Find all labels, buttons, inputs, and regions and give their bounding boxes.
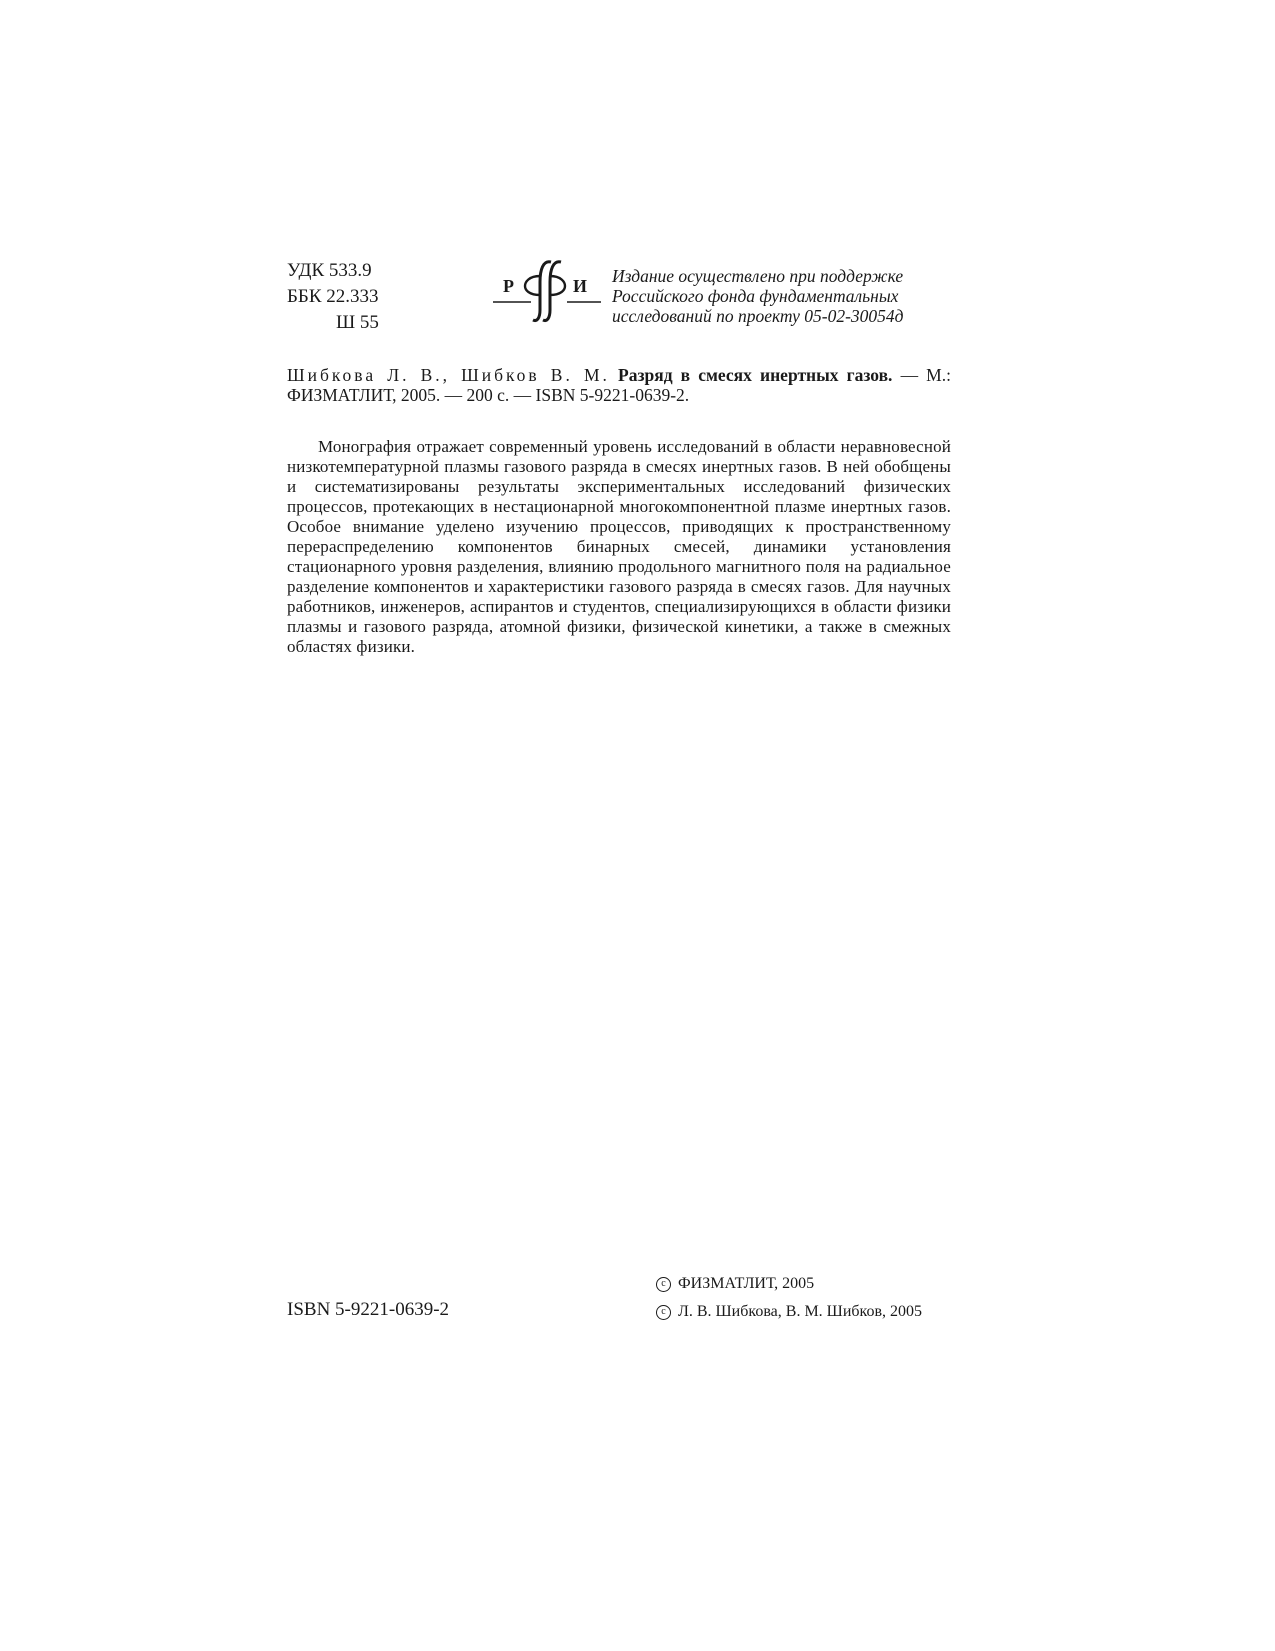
citation-title: Разряд в смесях инертных газов.: [618, 365, 893, 385]
bibliographic-citation: [287, 365, 951, 405]
support-note-line: Российского фонда фундаментальных: [612, 286, 899, 306]
copyright-line: [656, 1270, 952, 1298]
copyright-line: [656, 1298, 952, 1326]
rffi-logo: [493, 258, 601, 324]
copyright-block: [656, 1270, 952, 1326]
logo-letter-left: Р: [503, 276, 514, 296]
udk-code: УДК 533.9: [287, 260, 372, 281]
support-note: [612, 266, 950, 326]
citation-authors: Шибкова Л. В., Шибков В. М.: [287, 365, 610, 385]
annotation-paragraph: Монография отражает современный уровень исследований в области неравновесной низкотемпературной плазмы газового разряда в смесях инертных газов. В ней обобщены и систематизированы результаты экспериментальных исследований физических процессов, протекающих в нестационарной многокомпонентной плазме инертных газов. Особое внимание уделено изучению процессов, приводящих к пространственному перераспределению компонентов бинарных смесей, динамики установления стационарного уровня разделения, влиянию продольного магнитного поля на радиальное разделение компонентов и характеристики газового разряда в смесях газов. Для научных работников, инженеров, аспирантов и студентов, специализирующихся в области физики плазмы и газового разряда, атомной физики, физической кинетики, а также в смежных областях физики.: [287, 437, 951, 656]
support-note-line: Издание осуществлено при поддержке: [612, 266, 904, 286]
citation-imprint: — М.: ФИЗМАТЛИТ, 2005. — 200 с. — ISBN 5-9221-0639-2.: [287, 365, 951, 405]
support-note-line: исследований по проекту 05-02-30054д: [612, 306, 904, 326]
copyright-authors: Л. В. Шибкова, В. М. Шибков, 2005: [678, 1303, 923, 1320]
author-mark: Ш 55: [336, 312, 379, 333]
bbk-code: ББК 22.333: [287, 286, 379, 307]
copyright-icon: c: [656, 1277, 671, 1292]
copyright-icon: c: [656, 1305, 671, 1320]
copyright-publisher: ФИЗМАТЛИТ, 2005: [678, 1275, 815, 1292]
isbn-number: ISBN 5-9221-0639-2: [287, 1299, 450, 1320]
classification-block: [287, 258, 379, 336]
logo-letter-right: И: [573, 276, 588, 296]
